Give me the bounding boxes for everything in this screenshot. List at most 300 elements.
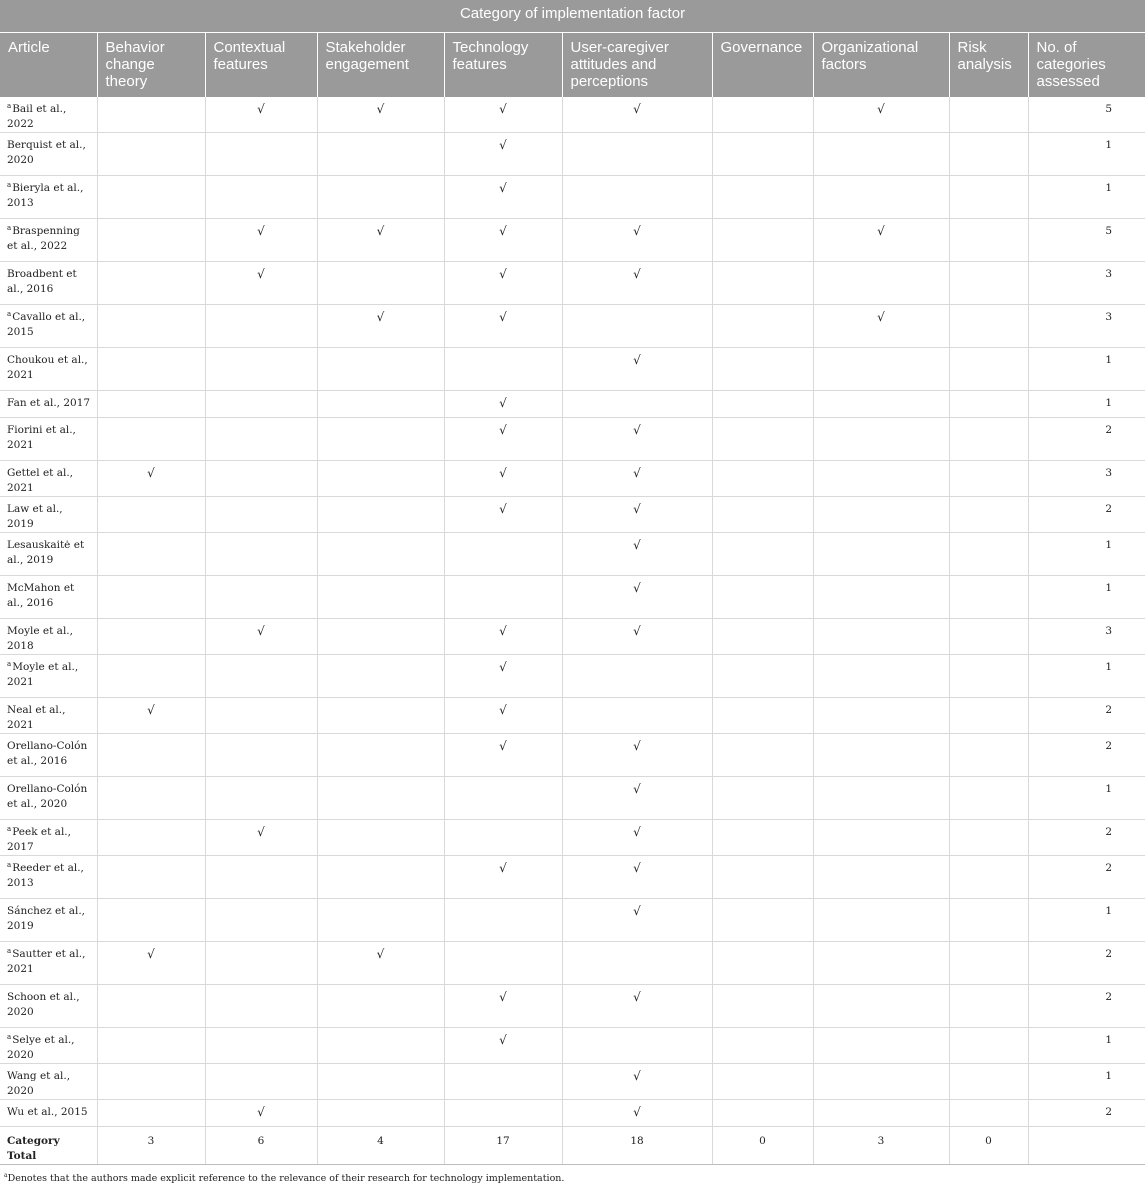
empty-cell bbox=[949, 219, 1028, 262]
empty-cell bbox=[444, 348, 562, 391]
article-cell bbox=[0, 619, 97, 655]
category-count: 2 bbox=[1028, 497, 1145, 533]
category-count: 2 bbox=[1028, 820, 1145, 856]
article-cell bbox=[0, 698, 97, 734]
article-name: Orellano-Colón et al., 2016 bbox=[7, 740, 88, 767]
empty-cell bbox=[562, 942, 712, 985]
article-cell bbox=[0, 97, 97, 133]
empty-cell bbox=[444, 820, 562, 856]
check-mark-cell: √ bbox=[562, 820, 712, 856]
category-count: 3 bbox=[1028, 461, 1145, 497]
empty-cell bbox=[444, 533, 562, 576]
empty-cell bbox=[712, 698, 813, 734]
article-name: Fiorini et al., 2021 bbox=[7, 424, 76, 451]
empty-cell bbox=[712, 899, 813, 942]
check-mark-cell: √ bbox=[205, 1100, 317, 1127]
footnote-marker: a bbox=[7, 223, 12, 232]
table-row bbox=[0, 820, 1145, 856]
category-count: 1 bbox=[1028, 655, 1145, 698]
category-count: 2 bbox=[1028, 698, 1145, 734]
article-name: Orellano-Colón et al., 2020 bbox=[7, 783, 88, 810]
empty-cell bbox=[97, 133, 205, 176]
category-count: 5 bbox=[1028, 97, 1145, 133]
empty-cell bbox=[949, 576, 1028, 619]
empty-cell bbox=[949, 262, 1028, 305]
empty-cell bbox=[712, 985, 813, 1028]
empty-cell bbox=[813, 820, 949, 856]
empty-cell bbox=[205, 418, 317, 461]
column-header: Article bbox=[0, 33, 97, 98]
empty-cell bbox=[205, 497, 317, 533]
empty-cell bbox=[712, 1064, 813, 1100]
category-count: 1 bbox=[1028, 777, 1145, 820]
table-row bbox=[0, 942, 1145, 985]
check-mark-cell: √ bbox=[444, 655, 562, 698]
empty-cell bbox=[712, 856, 813, 899]
table-row bbox=[0, 497, 1145, 533]
empty-cell bbox=[813, 1100, 949, 1127]
table-row bbox=[0, 698, 1145, 734]
check-mark-cell: √ bbox=[444, 176, 562, 219]
check-mark-cell: √ bbox=[562, 1100, 712, 1127]
check-mark-cell: √ bbox=[562, 1064, 712, 1100]
category-total-value: 3 bbox=[97, 1127, 205, 1165]
category-count: 1 bbox=[1028, 176, 1145, 219]
check-mark-cell: √ bbox=[444, 698, 562, 734]
check-mark-cell: √ bbox=[444, 497, 562, 533]
check-mark-cell: √ bbox=[444, 461, 562, 497]
article-cell bbox=[0, 734, 97, 777]
check-mark-cell: √ bbox=[562, 899, 712, 942]
empty-cell bbox=[712, 391, 813, 418]
check-mark-cell: √ bbox=[562, 734, 712, 777]
empty-cell bbox=[97, 777, 205, 820]
empty-cell bbox=[205, 698, 317, 734]
check-mark-cell: √ bbox=[562, 461, 712, 497]
footnote-text: Denotes that the authors made explicit reference to the relevance of their research for technology implementation. bbox=[7, 1173, 565, 1185]
empty-cell bbox=[712, 777, 813, 820]
empty-cell bbox=[97, 497, 205, 533]
check-mark-cell: √ bbox=[317, 305, 444, 348]
category-count: 1 bbox=[1028, 576, 1145, 619]
empty-cell bbox=[317, 348, 444, 391]
article-name: Berquist et al., 2020 bbox=[7, 139, 86, 166]
check-mark-cell: √ bbox=[205, 219, 317, 262]
empty-cell bbox=[813, 777, 949, 820]
empty-cell bbox=[813, 942, 949, 985]
article-name: Broadbent et al., 2016 bbox=[7, 268, 77, 295]
empty-cell bbox=[712, 655, 813, 698]
article-name: Wu et al., 2015 bbox=[7, 1106, 88, 1118]
article-cell bbox=[0, 391, 97, 418]
category-count: 1 bbox=[1028, 348, 1145, 391]
footnote-marker: a bbox=[7, 309, 12, 318]
empty-cell bbox=[562, 1028, 712, 1064]
empty-cell bbox=[813, 576, 949, 619]
empty-cell bbox=[712, 942, 813, 985]
category-count: 1 bbox=[1028, 899, 1145, 942]
category-total-value: 17 bbox=[444, 1127, 562, 1165]
check-mark-cell: √ bbox=[813, 97, 949, 133]
empty-cell bbox=[205, 391, 317, 418]
check-mark-cell: √ bbox=[562, 576, 712, 619]
check-mark-cell: √ bbox=[813, 219, 949, 262]
article-name: Peek et al., 2017 bbox=[7, 826, 71, 853]
category-total-value: 0 bbox=[949, 1127, 1028, 1165]
empty-cell bbox=[712, 1028, 813, 1064]
article-name: Selye et al., 2020 bbox=[7, 1034, 75, 1061]
empty-cell bbox=[205, 734, 317, 777]
empty-cell bbox=[97, 576, 205, 619]
article-cell bbox=[0, 942, 97, 985]
category-total-label: Category Total bbox=[0, 1127, 97, 1165]
empty-cell bbox=[317, 698, 444, 734]
empty-cell bbox=[317, 391, 444, 418]
empty-cell bbox=[97, 1028, 205, 1064]
empty-cell bbox=[813, 1064, 949, 1100]
article-cell bbox=[0, 899, 97, 942]
check-mark-cell: √ bbox=[444, 1028, 562, 1064]
category-total-value: 18 bbox=[562, 1127, 712, 1165]
empty-cell bbox=[712, 176, 813, 219]
article-name: Moyle et al., 2021 bbox=[7, 661, 79, 688]
article-cell bbox=[0, 576, 97, 619]
empty-cell bbox=[949, 133, 1028, 176]
empty-cell bbox=[97, 348, 205, 391]
empty-cell bbox=[317, 1064, 444, 1100]
empty-cell bbox=[949, 533, 1028, 576]
category-count: 3 bbox=[1028, 305, 1145, 348]
empty-cell bbox=[562, 305, 712, 348]
empty-cell bbox=[949, 619, 1028, 655]
empty-cell bbox=[949, 461, 1028, 497]
category-count: 1 bbox=[1028, 391, 1145, 418]
empty-cell bbox=[317, 820, 444, 856]
check-mark-cell: √ bbox=[562, 497, 712, 533]
category-total-value: 0 bbox=[712, 1127, 813, 1165]
article-name: Bail et al., 2022 bbox=[7, 103, 67, 130]
table-row bbox=[0, 856, 1145, 899]
empty-cell bbox=[205, 777, 317, 820]
article-name: Braspenning et al., 2022 bbox=[7, 225, 80, 252]
check-mark-cell: √ bbox=[562, 985, 712, 1028]
check-mark-cell: √ bbox=[444, 856, 562, 899]
empty-cell bbox=[949, 985, 1028, 1028]
footnote-marker: a bbox=[7, 946, 12, 955]
empty-cell bbox=[205, 305, 317, 348]
table-row bbox=[0, 305, 1145, 348]
empty-cell bbox=[317, 619, 444, 655]
category-count: 1 bbox=[1028, 1064, 1145, 1100]
article-cell bbox=[0, 133, 97, 176]
empty-cell bbox=[205, 985, 317, 1028]
empty-cell bbox=[712, 533, 813, 576]
table-row bbox=[0, 97, 1145, 133]
empty-cell bbox=[949, 1100, 1028, 1127]
table-row bbox=[0, 262, 1145, 305]
empty-cell bbox=[712, 619, 813, 655]
footnote-mark: a bbox=[4, 1172, 8, 1179]
article-name: Schoon et al., 2020 bbox=[7, 991, 80, 1018]
check-mark-cell: √ bbox=[317, 97, 444, 133]
check-mark-cell: √ bbox=[444, 734, 562, 777]
empty-cell bbox=[205, 348, 317, 391]
empty-cell bbox=[712, 97, 813, 133]
footnote-marker: a bbox=[7, 824, 12, 833]
article-cell bbox=[0, 1064, 97, 1100]
empty-cell bbox=[949, 497, 1028, 533]
empty-cell bbox=[949, 97, 1028, 133]
empty-cell bbox=[317, 176, 444, 219]
empty-cell bbox=[949, 820, 1028, 856]
empty-cell bbox=[712, 418, 813, 461]
check-mark-cell: √ bbox=[444, 418, 562, 461]
table-row bbox=[0, 133, 1145, 176]
column-header: Governance bbox=[712, 33, 813, 98]
check-mark-cell: √ bbox=[97, 942, 205, 985]
empty-cell bbox=[712, 576, 813, 619]
article-cell bbox=[0, 497, 97, 533]
table-row bbox=[0, 985, 1145, 1028]
footnote-marker: a bbox=[7, 101, 12, 110]
empty-cell bbox=[97, 1064, 205, 1100]
empty-cell bbox=[317, 262, 444, 305]
empty-cell bbox=[317, 899, 444, 942]
table-row bbox=[0, 619, 1145, 655]
article-name: Cavallo et al., 2015 bbox=[7, 311, 86, 338]
empty-cell bbox=[317, 777, 444, 820]
category-count: 1 bbox=[1028, 533, 1145, 576]
check-mark-cell: √ bbox=[562, 348, 712, 391]
article-cell bbox=[0, 418, 97, 461]
empty-cell bbox=[317, 418, 444, 461]
empty-cell bbox=[97, 734, 205, 777]
empty-cell bbox=[317, 655, 444, 698]
empty-cell bbox=[97, 820, 205, 856]
table-row bbox=[0, 655, 1145, 698]
article-name: Fan et al., 2017 bbox=[7, 397, 91, 409]
table-row bbox=[0, 176, 1145, 219]
empty-cell bbox=[813, 698, 949, 734]
empty-cell bbox=[813, 899, 949, 942]
empty-cell bbox=[949, 856, 1028, 899]
category-count: 2 bbox=[1028, 734, 1145, 777]
category-count: 1 bbox=[1028, 1028, 1145, 1064]
category-count: 2 bbox=[1028, 985, 1145, 1028]
empty-cell bbox=[317, 985, 444, 1028]
empty-cell bbox=[97, 619, 205, 655]
article-name: McMahon et al., 2016 bbox=[7, 582, 75, 609]
article-name: Choukou et al., 2021 bbox=[7, 354, 88, 381]
column-header: User-caregiver attitudes and perceptions bbox=[562, 33, 712, 98]
table-row bbox=[0, 418, 1145, 461]
check-mark-cell: √ bbox=[562, 219, 712, 262]
footnote-marker: a bbox=[7, 860, 12, 869]
footnote-marker: a bbox=[7, 1032, 12, 1041]
check-mark-cell: √ bbox=[444, 985, 562, 1028]
empty-cell bbox=[813, 856, 949, 899]
article-cell bbox=[0, 176, 97, 219]
empty-cell bbox=[949, 348, 1028, 391]
empty-cell bbox=[813, 734, 949, 777]
category-total-row bbox=[0, 1127, 1145, 1165]
article-name: Wang et al., 2020 bbox=[7, 1070, 71, 1097]
empty-cell bbox=[562, 176, 712, 219]
empty-cell bbox=[317, 1028, 444, 1064]
check-mark-cell: √ bbox=[562, 619, 712, 655]
empty-cell bbox=[949, 305, 1028, 348]
empty-cell bbox=[317, 576, 444, 619]
empty-cell bbox=[813, 655, 949, 698]
article-cell bbox=[0, 305, 97, 348]
empty-cell bbox=[444, 576, 562, 619]
empty-cell bbox=[444, 777, 562, 820]
empty-cell bbox=[813, 1028, 949, 1064]
check-mark-cell: √ bbox=[562, 262, 712, 305]
article-cell bbox=[0, 533, 97, 576]
table-body bbox=[0, 97, 1145, 1165]
table-caption: Category of implementation factor bbox=[0, 0, 1145, 33]
empty-cell bbox=[712, 734, 813, 777]
check-mark-cell: √ bbox=[444, 619, 562, 655]
empty-cell bbox=[712, 262, 813, 305]
empty-cell bbox=[949, 1064, 1028, 1100]
empty-cell bbox=[562, 391, 712, 418]
article-name: Law et al., 2019 bbox=[7, 503, 63, 530]
empty-cell bbox=[444, 1100, 562, 1127]
empty-cell bbox=[712, 348, 813, 391]
category-count: 2 bbox=[1028, 1100, 1145, 1127]
table-row bbox=[0, 391, 1145, 418]
empty-cell bbox=[813, 262, 949, 305]
article-cell bbox=[0, 262, 97, 305]
empty-cell bbox=[712, 497, 813, 533]
article-cell bbox=[0, 219, 97, 262]
empty-cell bbox=[813, 418, 949, 461]
category-count: 5 bbox=[1028, 219, 1145, 262]
empty-cell bbox=[949, 698, 1028, 734]
check-mark-cell: √ bbox=[562, 856, 712, 899]
empty-cell bbox=[317, 461, 444, 497]
check-mark-cell: √ bbox=[205, 820, 317, 856]
empty-cell bbox=[205, 461, 317, 497]
empty-cell bbox=[562, 655, 712, 698]
check-mark-cell: √ bbox=[562, 418, 712, 461]
article-cell bbox=[0, 1100, 97, 1127]
empty-cell bbox=[317, 533, 444, 576]
table-row bbox=[0, 533, 1145, 576]
category-count: 3 bbox=[1028, 262, 1145, 305]
check-mark-cell: √ bbox=[562, 97, 712, 133]
column-header: No. of categories assessed bbox=[1028, 33, 1145, 98]
check-mark-cell: √ bbox=[205, 619, 317, 655]
empty-cell bbox=[813, 985, 949, 1028]
empty-cell bbox=[97, 418, 205, 461]
empty-cell bbox=[205, 176, 317, 219]
empty-cell bbox=[813, 497, 949, 533]
article-cell bbox=[0, 461, 97, 497]
empty-cell bbox=[813, 176, 949, 219]
article-name: Sánchez et al., 2019 bbox=[7, 905, 86, 932]
empty-cell bbox=[949, 777, 1028, 820]
empty-cell bbox=[97, 97, 205, 133]
empty-cell bbox=[97, 262, 205, 305]
category-count: 2 bbox=[1028, 942, 1145, 985]
article-name: Gettel et al., 2021 bbox=[7, 467, 74, 494]
empty-cell bbox=[444, 899, 562, 942]
empty-cell bbox=[1028, 1127, 1145, 1165]
empty-cell bbox=[317, 1100, 444, 1127]
check-mark-cell: √ bbox=[813, 305, 949, 348]
empty-cell bbox=[949, 176, 1028, 219]
column-header: Organizational factors bbox=[813, 33, 949, 98]
category-total-value: 4 bbox=[317, 1127, 444, 1165]
empty-cell bbox=[205, 133, 317, 176]
empty-cell bbox=[813, 133, 949, 176]
article-name: Sautter et al., 2021 bbox=[7, 948, 86, 975]
empty-cell bbox=[562, 133, 712, 176]
footnote bbox=[0, 1165, 1145, 1185]
empty-cell bbox=[813, 461, 949, 497]
empty-cell bbox=[712, 1100, 813, 1127]
empty-cell bbox=[97, 985, 205, 1028]
table-row bbox=[0, 348, 1145, 391]
empty-cell bbox=[205, 856, 317, 899]
empty-cell bbox=[97, 533, 205, 576]
empty-cell bbox=[712, 820, 813, 856]
table-row bbox=[0, 899, 1145, 942]
column-header: Risk analysis bbox=[949, 33, 1028, 98]
article-cell bbox=[0, 820, 97, 856]
check-mark-cell: √ bbox=[444, 219, 562, 262]
table-row bbox=[0, 576, 1145, 619]
check-mark-cell: √ bbox=[444, 305, 562, 348]
article-name: Lesauskaitė et al., 2019 bbox=[7, 539, 85, 566]
article-cell bbox=[0, 985, 97, 1028]
empty-cell bbox=[205, 533, 317, 576]
check-mark-cell: √ bbox=[562, 777, 712, 820]
column-header: Technology features bbox=[444, 33, 562, 98]
check-mark-cell: √ bbox=[317, 219, 444, 262]
check-mark-cell: √ bbox=[444, 262, 562, 305]
empty-cell bbox=[712, 219, 813, 262]
empty-cell bbox=[97, 899, 205, 942]
check-mark-cell: √ bbox=[444, 391, 562, 418]
category-count: 3 bbox=[1028, 619, 1145, 655]
empty-cell bbox=[205, 942, 317, 985]
empty-cell bbox=[949, 418, 1028, 461]
check-mark-cell: √ bbox=[205, 97, 317, 133]
table-row bbox=[0, 734, 1145, 777]
footnote-marker: a bbox=[7, 180, 12, 189]
check-mark-cell: √ bbox=[444, 97, 562, 133]
article-cell bbox=[0, 348, 97, 391]
article-cell bbox=[0, 655, 97, 698]
table-row bbox=[0, 219, 1145, 262]
empty-cell bbox=[949, 734, 1028, 777]
article-cell bbox=[0, 777, 97, 820]
table-row bbox=[0, 461, 1145, 497]
empty-cell bbox=[205, 576, 317, 619]
check-mark-cell: √ bbox=[444, 133, 562, 176]
category-total-value: 3 bbox=[813, 1127, 949, 1165]
article-cell bbox=[0, 856, 97, 899]
empty-cell bbox=[97, 856, 205, 899]
empty-cell bbox=[205, 1028, 317, 1064]
table-row bbox=[0, 777, 1145, 820]
footnote-marker: a bbox=[7, 659, 12, 668]
check-mark-cell: √ bbox=[97, 461, 205, 497]
